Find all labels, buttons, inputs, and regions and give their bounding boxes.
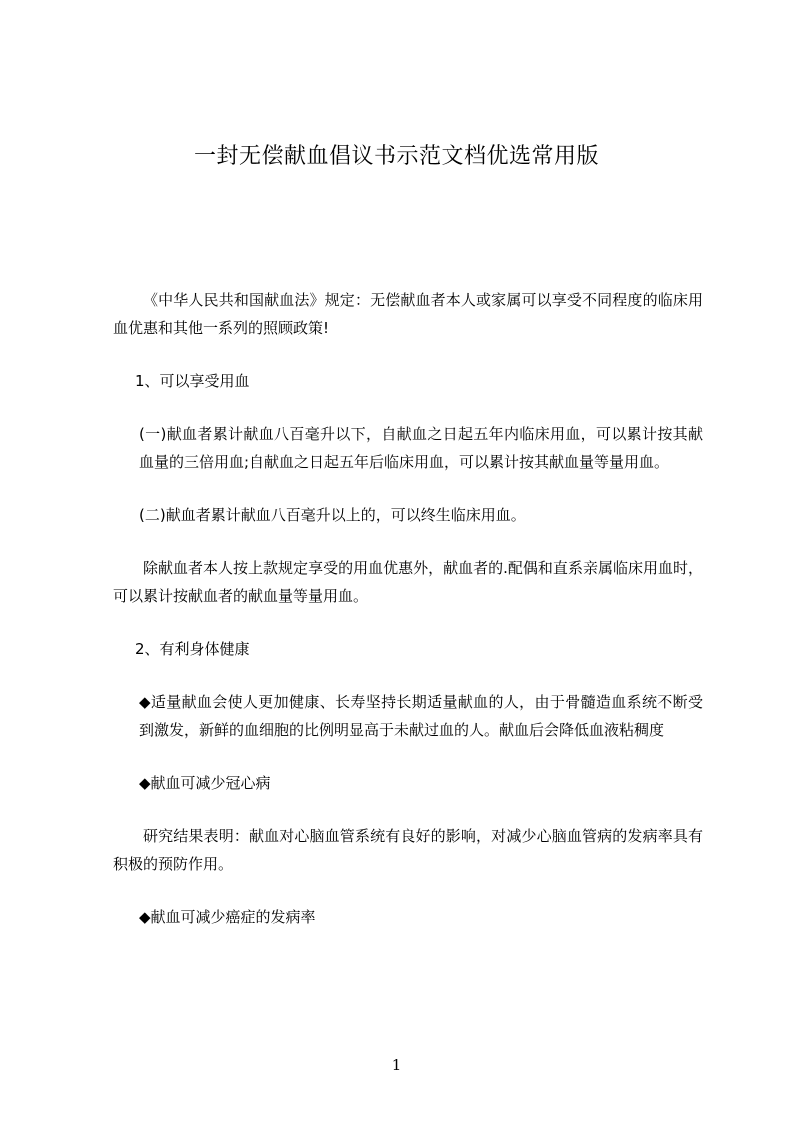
paragraph-item-two: (二)献血者累计献血八百毫升以上的，可以终生临床用血。: [139, 506, 526, 524]
page-number: 1: [391, 1056, 402, 1074]
document-body: [113, 286, 703, 956]
section-heading-blood-use: 1、可以享受用血: [135, 372, 250, 390]
paragraph-family-benefit: 除献血者本人按上款规定享受的用血优惠外，献血者的.配偶和直系亲属临床用血时，可以累计按献血者的献血量等量用血。: [113, 559, 703, 605]
bullet-paragraph-heart-disease: ◆献血可减少冠心病: [139, 774, 271, 792]
section-heading-health: 2、有利身体健康: [135, 640, 250, 658]
bullet-paragraph-healthier: ◆适量献血会使人更加健康、长寿坚持长期适量献血的人，由于骨髓造血系统不断受到激发，新鲜的血细胞的比例明显高于未献过血的人。献血后会降低血液粘稠度: [139, 693, 703, 739]
bullet-paragraph-cancer: ◆献血可减少癌症的发病率: [139, 908, 316, 926]
paragraph-item-one: (一)献血者累计献血八百毫升以下，自献血之日起五年内临床用血，可以累计按其献血量的三倍用血;自献血之日起五年后临床用血，可以累计按其献血量等量用血。: [139, 425, 703, 471]
document-title: 一封无偿献血倡议书示范文档优选常用版: [193, 144, 599, 169]
paragraph-research-result: 研究结果表明：献血对心脑血管系统有良好的影响，对减少心脑血管病的发病率具有积极的预防作用。: [113, 827, 703, 873]
paragraph-intro: 《中华人民共和国献血法》规定：无偿献血者本人或家属可以享受不同程度的临床用血优惠和其他一系列的照顾政策!: [113, 291, 703, 337]
